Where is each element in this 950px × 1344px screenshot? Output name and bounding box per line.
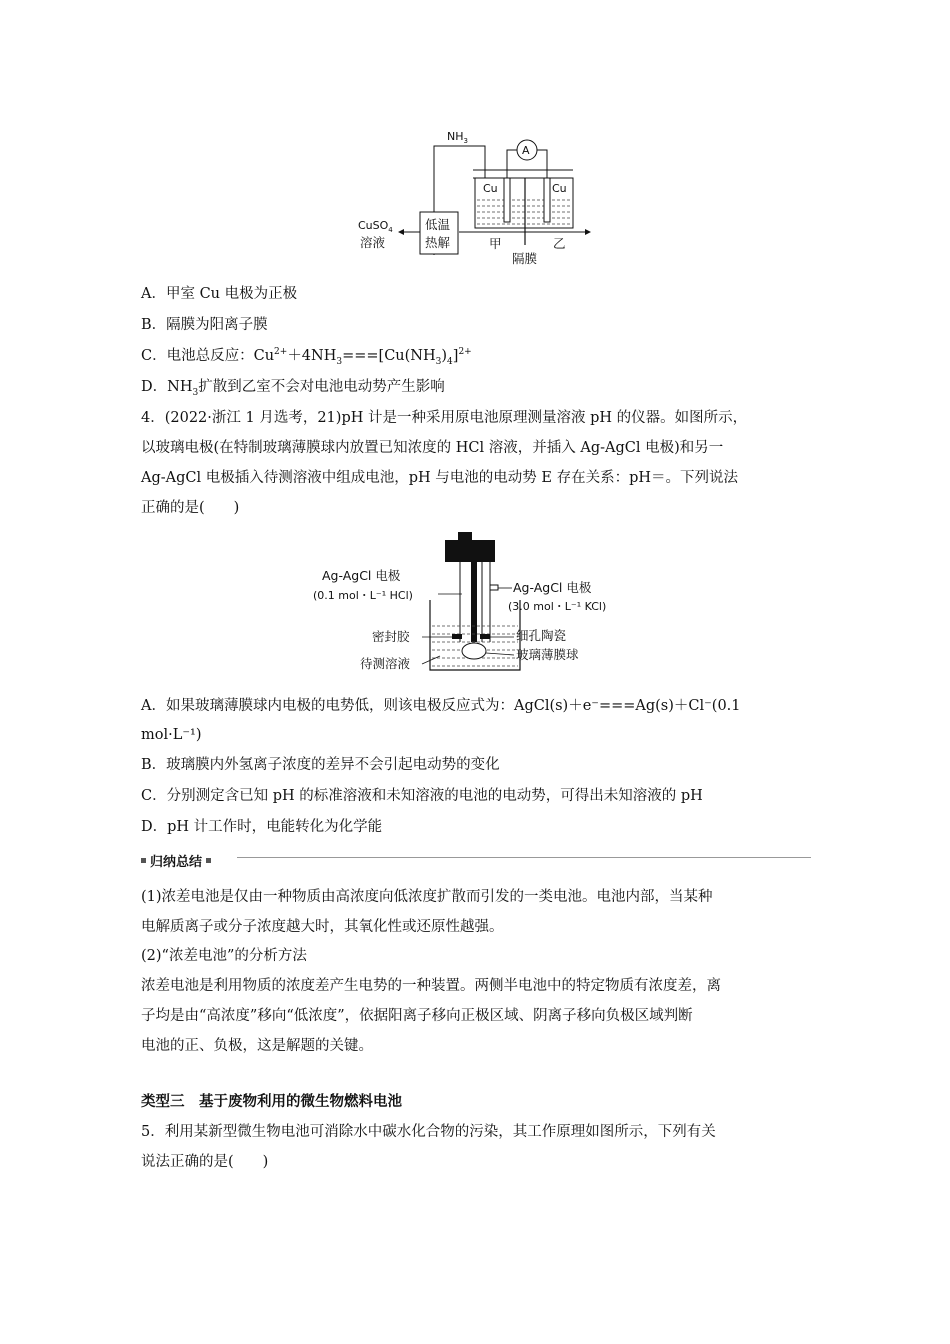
summary-p2: (2)“浓差电池”的分析方法 (141, 948, 307, 964)
summary-p1-line1: (1)浓差电池是仅由一种物质由高浓度向低浓度扩散而引发的一类电池。电池内部，当某种 (141, 889, 713, 905)
q4-stem-line4: 正确的是( ) (141, 500, 240, 516)
right-electrode-label: Ag-AgCl 电极 (513, 580, 592, 595)
pyrolysis-label: 热解 (425, 235, 451, 250)
summary-p3-line3: 电池的正、负极，这是解题的关键。 (141, 1038, 373, 1054)
cuso4-label: CuSO$_4$ (358, 219, 393, 234)
sealant-block (452, 634, 462, 639)
yi-label: 乙 (553, 236, 566, 251)
summary-p3-line1: 浓差电池是利用物质的浓度差产生电势的一种装置。两侧半电池中的特定物质有浓度差，离 (141, 978, 721, 994)
q4-stem-line2: 以玻璃电极(在特制玻璃薄膜球内放置已知浓度的 HCl 溶液，并插入 Ag-AgCl 电极)和另一 (141, 440, 724, 456)
test-solution-label: 待测溶液 (360, 656, 411, 671)
ammeter-label: A (522, 144, 530, 157)
q4-stem-line1: 4．(2022·浙江 1 月选考，21)pH 计是一种采用原电池原理测量溶液 pH 的仪器。如图所示， (141, 410, 748, 426)
q4-option-a-line2: mol·L⁻¹) (141, 727, 202, 743)
q4-option-c: C．分别测定含已知 pH 的标准溶液和未知溶液的电池的电动势，可得出未知溶液的 pH (141, 788, 703, 804)
cu-electrode-left (504, 178, 510, 222)
q4-stem-line3: Ag-AgCl 电极插入待测溶液中组成电池，pH 与电池的电动势 E 存在关系：pH＝。下列说法 (141, 470, 739, 486)
sealant-label: 密封胶 (372, 629, 410, 644)
cu-electrode-right (544, 178, 550, 222)
membrane-label: 隔膜 (512, 251, 538, 266)
q5-stem-line1: 5．利用某新型微生物电池可消除水中碳水化合物的污染，其工作原理如图所示，下列有关 (141, 1124, 716, 1140)
section3-heading: 类型三 基于废物利用的微生物燃料电池 (141, 1094, 402, 1110)
q3-option-b: B．隔膜为阳离子膜 (141, 317, 268, 333)
solution-label: 溶液 (360, 235, 386, 250)
q4-option-a-line1: A．如果玻璃薄膜球内电极的电势低，则该电极反应式为：AgCl(s)＋e⁻===Ag(s)＋Cl⁻(0.1 (141, 698, 741, 714)
jia-label: 甲 (489, 236, 502, 251)
q4-option-d: D．pH 计工作时，电能转化为化学能 (141, 819, 383, 835)
q3-option-a: A．甲室 Cu 电极为正极 (141, 286, 298, 302)
left-electrode-label: Ag-AgCl 电极 (322, 568, 401, 583)
cu-left-label: Cu (483, 182, 498, 195)
q5-stem-line2: 说法正确的是( ) (141, 1154, 269, 1170)
electrode-cap (445, 540, 495, 562)
concentration-cell-diagram (355, 120, 605, 270)
low-temp-label: 低温 (425, 217, 451, 232)
q4-option-b: B．玻璃膜内外氢离子浓度的差异不会引起电动势的变化 (141, 757, 500, 773)
left-conc-label: (0.1 mol・L⁻¹ HCl) (313, 589, 413, 602)
summary-heading-bar (141, 850, 811, 870)
summary-p3-line2: 子均是由“高浓度”移向“低浓度”，依据阳离子移向正极区域、阴离子移向负极区域判断 (141, 1008, 693, 1024)
ph-meter-diagram (310, 530, 650, 680)
q3-option-c: C．电池总反应：$Cu^{2+}+4NH_3===[Cu(NH_3)_4]^{2+}$ (141, 347, 472, 367)
summary-p1-line2: 电解质离子或分子浓度越大时，其氧化性或还原性越强。 (141, 919, 504, 935)
right-conc-label: (3.0 mol・L⁻¹ KCl) (508, 600, 607, 613)
glass-bulb-label: 玻璃薄膜球 (516, 647, 579, 662)
ceramic-label: 细孔陶瓷 (516, 628, 567, 643)
cu-right-label: Cu (552, 182, 567, 195)
summary-title: 归纳总结 (150, 855, 203, 870)
q3-option-d: D．$NH_3$扩散到乙室不会对电池电动势产生影响 (141, 379, 445, 398)
nh3-label: $NH_3$ (447, 130, 468, 145)
glass-bulb (462, 643, 486, 659)
